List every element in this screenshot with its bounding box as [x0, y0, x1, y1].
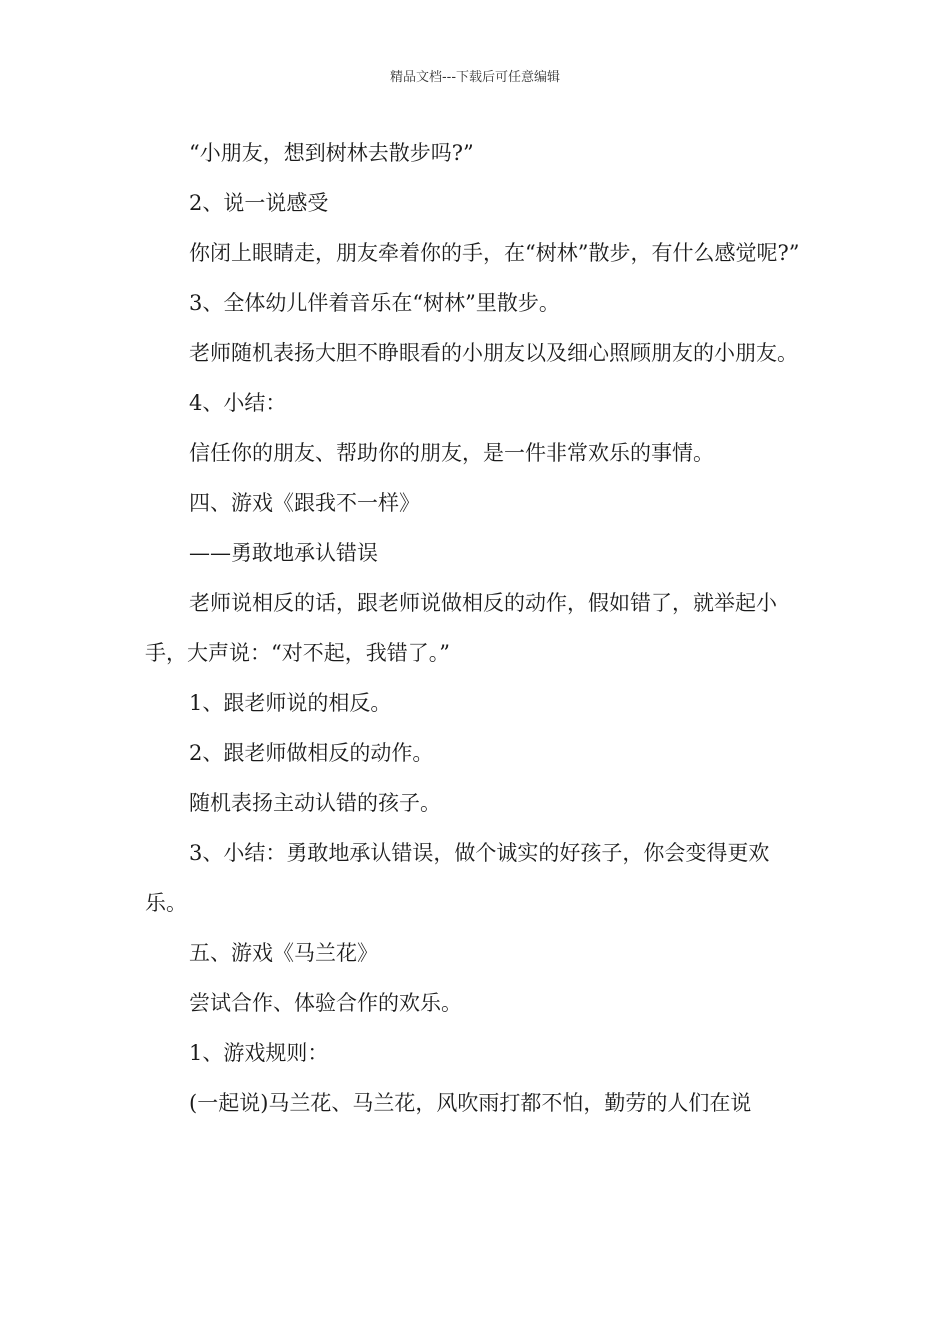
paragraph: 老师随机表扬大胆不睁眼看的小朋友以及细心照顾朋友的小朋友。 [189, 341, 798, 365]
paragraph: 2、跟老师做相反的动作。 [189, 741, 434, 765]
paragraph: “小朋友，想到树林去散步吗?” [189, 141, 474, 165]
section-heading: 五、游戏《马兰花》 [189, 941, 378, 965]
paragraph: (一起说)马兰花、马兰花，风吹雨打都不怕，勤劳的人们在说 [189, 1091, 752, 1115]
document-body [145, 128, 810, 1128]
paragraph: 你闭上眼睛走，朋友牵着你的手，在“树林”散步，有什么感觉呢?” [189, 241, 800, 265]
paragraph: 4、小结： [189, 391, 287, 415]
paragraph: 信任你的朋友、帮助你的朋友，是一件非常欢乐的事情。 [189, 441, 714, 465]
paragraph: 3、全体幼儿伴着音乐在“树林”里散步。 [189, 291, 560, 315]
paragraph: 随机表扬主动认错的孩子。 [189, 791, 441, 815]
page-header: 精品文档---下载后可任意编辑 [389, 70, 561, 85]
paragraph: ——勇敢地承认错误 [189, 541, 378, 565]
paragraph: 1、跟老师说的相反。 [189, 691, 392, 715]
section-heading: 四、游戏《跟我不一样》 [189, 491, 420, 515]
paragraph: 2、说一说感受 [189, 191, 329, 215]
paragraph: 3、小结：勇敢地承认错误，做个诚实的好孩子，你会变得更欢乐。 [145, 841, 770, 915]
paragraph: 1、游戏规则： [189, 1041, 329, 1065]
paragraph: 老师说相反的话，跟老师说做相反的动作，假如错了，就举起小手，大声说：“对不起，我错了。” [145, 591, 777, 665]
paragraph: 尝试合作、体验合作的欢乐。 [189, 991, 462, 1015]
